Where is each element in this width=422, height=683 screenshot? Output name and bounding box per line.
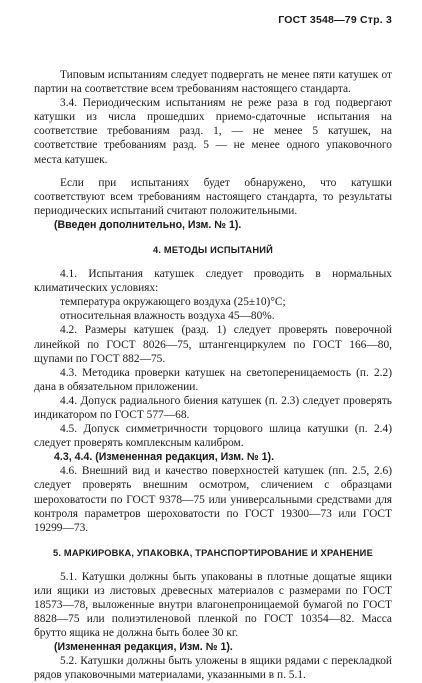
amendment-note-1: (Введен дополнительно, Изм. № 1). [54, 218, 242, 231]
paragraph-humidity: относительная влажность воздуха 45—80%. [60, 310, 275, 323]
paragraph-5-2: 5.2. Катушки должны быть уложены в ящики рядами с перекладкой рядов упаковочными материалами, указанными в п. 5.1. [34, 655, 392, 682]
paragraph-4-1: 4.1. Испытания катушек следует проводить в нормальных климатических условиях: [34, 268, 392, 295]
paragraph-4-4: 4.4. Допуск радиального биения катушек (п. 2.3) следует проверять индикатором по ГОСТ 577—68. [34, 394, 392, 421]
paragraph-4-2: 4.2. Размеры катушек (разд. 1) следует проверять поверочной линейкой по ГОСТ 8026—75, штангенциркулем по ГОСТ 166—80, щупами по ГОСТ 882—75. [34, 324, 392, 365]
paragraph-4-5: 4.5. Допуск симметричности торцового шлица катушки (п. 2.4) следует проверять комплексным калибром. [34, 423, 392, 450]
paragraph-3-4: 3.4. Периодическим испытаниям не реже раза в год подвергают катушки из числа прошедших приемо-сдаточные испытания на соответствие требованиям разд. 1, — не менее 5 катушек, на соответствие требованиям разд. 5 — не менее одного упаковочного места катушек. [34, 97, 392, 166]
section-4-heading: 4. МЕТОДЫ ИСПЫТАНИЙ [152, 245, 273, 256]
paragraph-type-tests: Типовым испытаниям следует подвергать не менее пяти катушек от партии на соответствие всем требованиям настоящего стандарта. [34, 69, 392, 96]
page-header: ГОСТ 3548—79 Стр. 3 [278, 14, 392, 26]
amendment-note-5: (Измененная редакция, Изм. № 1). [54, 641, 233, 654]
paragraph-4-3: 4.3. Методика проверки катушек на светопереницаемость (п. 2.2) дана в обязательном приложении. [34, 366, 392, 393]
amendment-note-4: 4.3, 4.4. (Измененная редакция, Изм. № 1). [54, 451, 275, 464]
paragraph-positive-results: Если при испытаниях будет обнаружено, что катушки соответствуют всем требованиям настоящего стандарта, то результаты периодических испытаний считают положительными. [34, 176, 392, 217]
paragraph-4-6: 4.6. Внешний вид и качество поверхностей катушек (пп. 2.5, 2.6) следует проверять внешним осмотром, сличением с образцами шероховатости по ГОСТ 9378—75 или универсальными средствами для контроля параметров шероховатости по ГОСТ 19300—73 или ГОСТ 19299—73. [34, 465, 392, 534]
page-content [34, 68, 392, 683]
paragraph-5-1: 5.1. Катушки должны быть упакованы в плотные дощатые ящики или ящики из листовых древесных материалов с размерами по ГОСТ 18573—78, выложенные внутри влагонепроницаемой бумагой по ГОСТ 8828—75 или полиэтиленовой пленкой по ГОСТ 10354—82. Масса брутто ящика не должна быть более 30 кг. [34, 570, 392, 640]
paragraph-temperature: температура окружающего воздуха (25±10)°С; [60, 296, 286, 309]
section-5-heading: 5. МАРКИРОВКА, УПАКОВКА, ТРАНСПОРТИРОВАНИЕ И ХРАНЕНИЕ [53, 547, 373, 558]
